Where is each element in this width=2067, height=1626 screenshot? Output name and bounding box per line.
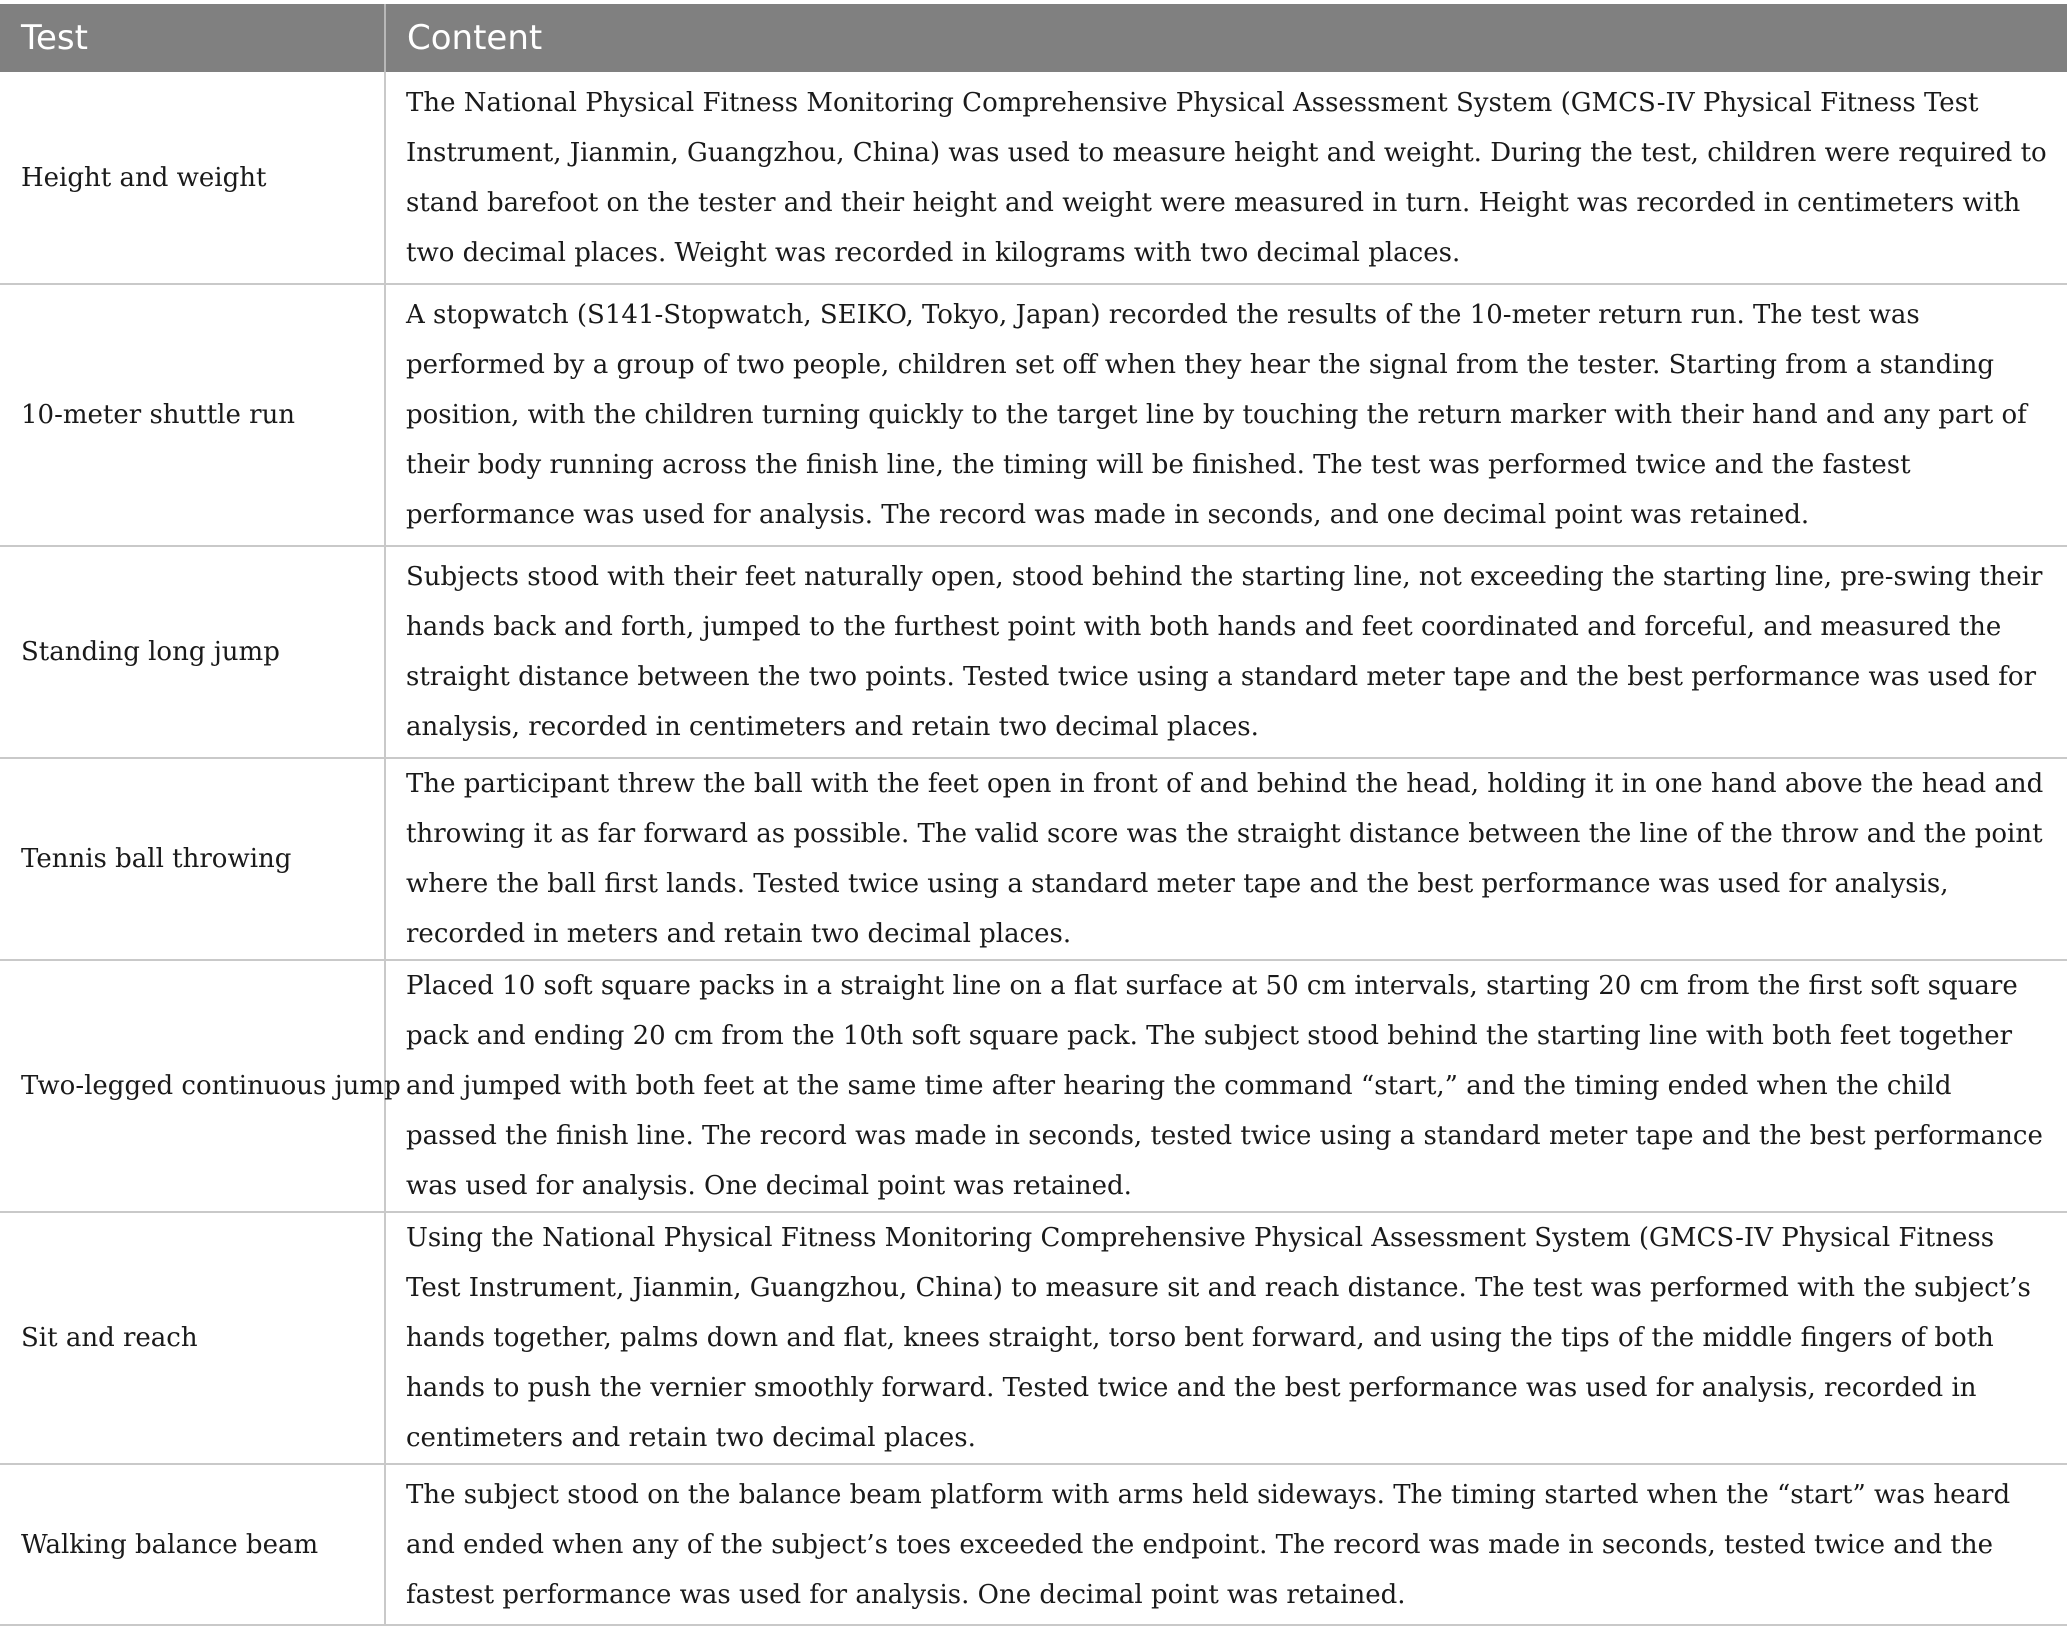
test-content-cell: A stopwatch (S141-Stopwatch, SEIKO, Tokyo, Japan) recorded the results of the 10-meter return run. The test was performed by a group of two people, children set off when they hear the signal from the tester. Starting from a standing position, with the children turning quickly to the target line by touching the return marker with their hand and any part of their body running across the finish line, the timing will be finished. The test was performed twice and the fastest performance was used for analysis. The record was made in seconds, and one decimal point was retained. <box>385 284 2067 546</box>
test-name-cell: Sit and reach <box>0 1212 385 1464</box>
test-content-cell: Subjects stood with their feet naturally open, stood behind the starting line, not exceeding the starting line, pre-swing their hands back and forth, jumped to the furthest point with both hands and feet coordinated and forceful, and measured the straight distance between the two points. Tested twice using a standard meter tape and the best performance was used for analysis, recorded in centimeters and retain two decimal places. <box>385 546 2067 758</box>
test-content-cell: The participant threw the ball with the feet open in front of and behind the head, holding it in one hand above the head and throwing it as far forward as possible. The valid score was the straight distance between the line of the throw and the point where the ball first lands. Tested twice using a standard meter tape and the best performance was used for analysis, recorded in meters and retain two decimal places. <box>385 758 2067 960</box>
fitness-test-table <box>0 4 2067 1626</box>
column-header-content: Content <box>385 4 2067 72</box>
test-content-cell: Using the National Physical Fitness Monitoring Comprehensive Physical Assessment System (GMCS-IV Physical Fitness Test Instrument, Jianmin, Guangzhou, China) to measure sit and reach distance. The test was performed with the subject’s hands together, palms down and flat, knees straight, torso bent forward, and using the tips of the middle fingers of both hands to push the vernier smoothly forward. Tested twice and the best performance was used for analysis, recorded in centimeters and retain two decimal places. <box>385 1212 2067 1464</box>
test-name-cell: Tennis ball throwing <box>0 758 385 960</box>
test-name-cell: Walking balance beam <box>0 1464 385 1625</box>
test-name-cell: Standing long jump <box>0 546 385 758</box>
table-row <box>0 960 2067 1212</box>
table-header <box>0 4 2067 72</box>
table-row <box>0 72 2067 284</box>
test-content-cell: Placed 10 soft square packs in a straight line on a flat surface at 50 cm intervals, starting 20 cm from the first soft square pack and ending 20 cm from the 10th soft square pack. The subject stood behind the starting line with both feet together and jumped with both feet at the same time after hearing the command “start,” and the timing ended when the child passed the finish line. The record was made in seconds, tested twice using a standard meter tape and the best performance was used for analysis. One decimal point was retained. <box>385 960 2067 1212</box>
table-row <box>0 284 2067 546</box>
test-content-cell: The National Physical Fitness Monitoring Comprehensive Physical Assessment System (GMCS-IV Physical Fitness Test Instrument, Jianmin, Guangzhou, China) was used to measure height and weight. During the test, children were required to stand barefoot on the tester and their height and weight were measured in turn. Height was recorded in centimeters with two decimal places. Weight was recorded in kilograms with two decimal places. <box>385 72 2067 284</box>
test-name-cell: 10-meter shuttle run <box>0 284 385 546</box>
table-body <box>0 72 2067 1625</box>
column-header-test: Test <box>0 4 385 72</box>
table-row <box>0 1464 2067 1625</box>
table-row <box>0 1212 2067 1464</box>
table-row <box>0 758 2067 960</box>
test-name-cell: Height and weight <box>0 72 385 284</box>
test-content-cell: The subject stood on the balance beam platform with arms held sideways. The timing started when the “start” was heard and ended when any of the subject’s toes exceeded the endpoint. The record was made in seconds, tested twice and the fastest performance was used for analysis. One decimal point was retained. <box>385 1464 2067 1625</box>
test-name-cell: Two-legged continuous jump <box>0 960 385 1212</box>
fitness-test-table-wrapper <box>0 4 2067 1626</box>
table-row <box>0 546 2067 758</box>
header-row <box>0 4 2067 72</box>
